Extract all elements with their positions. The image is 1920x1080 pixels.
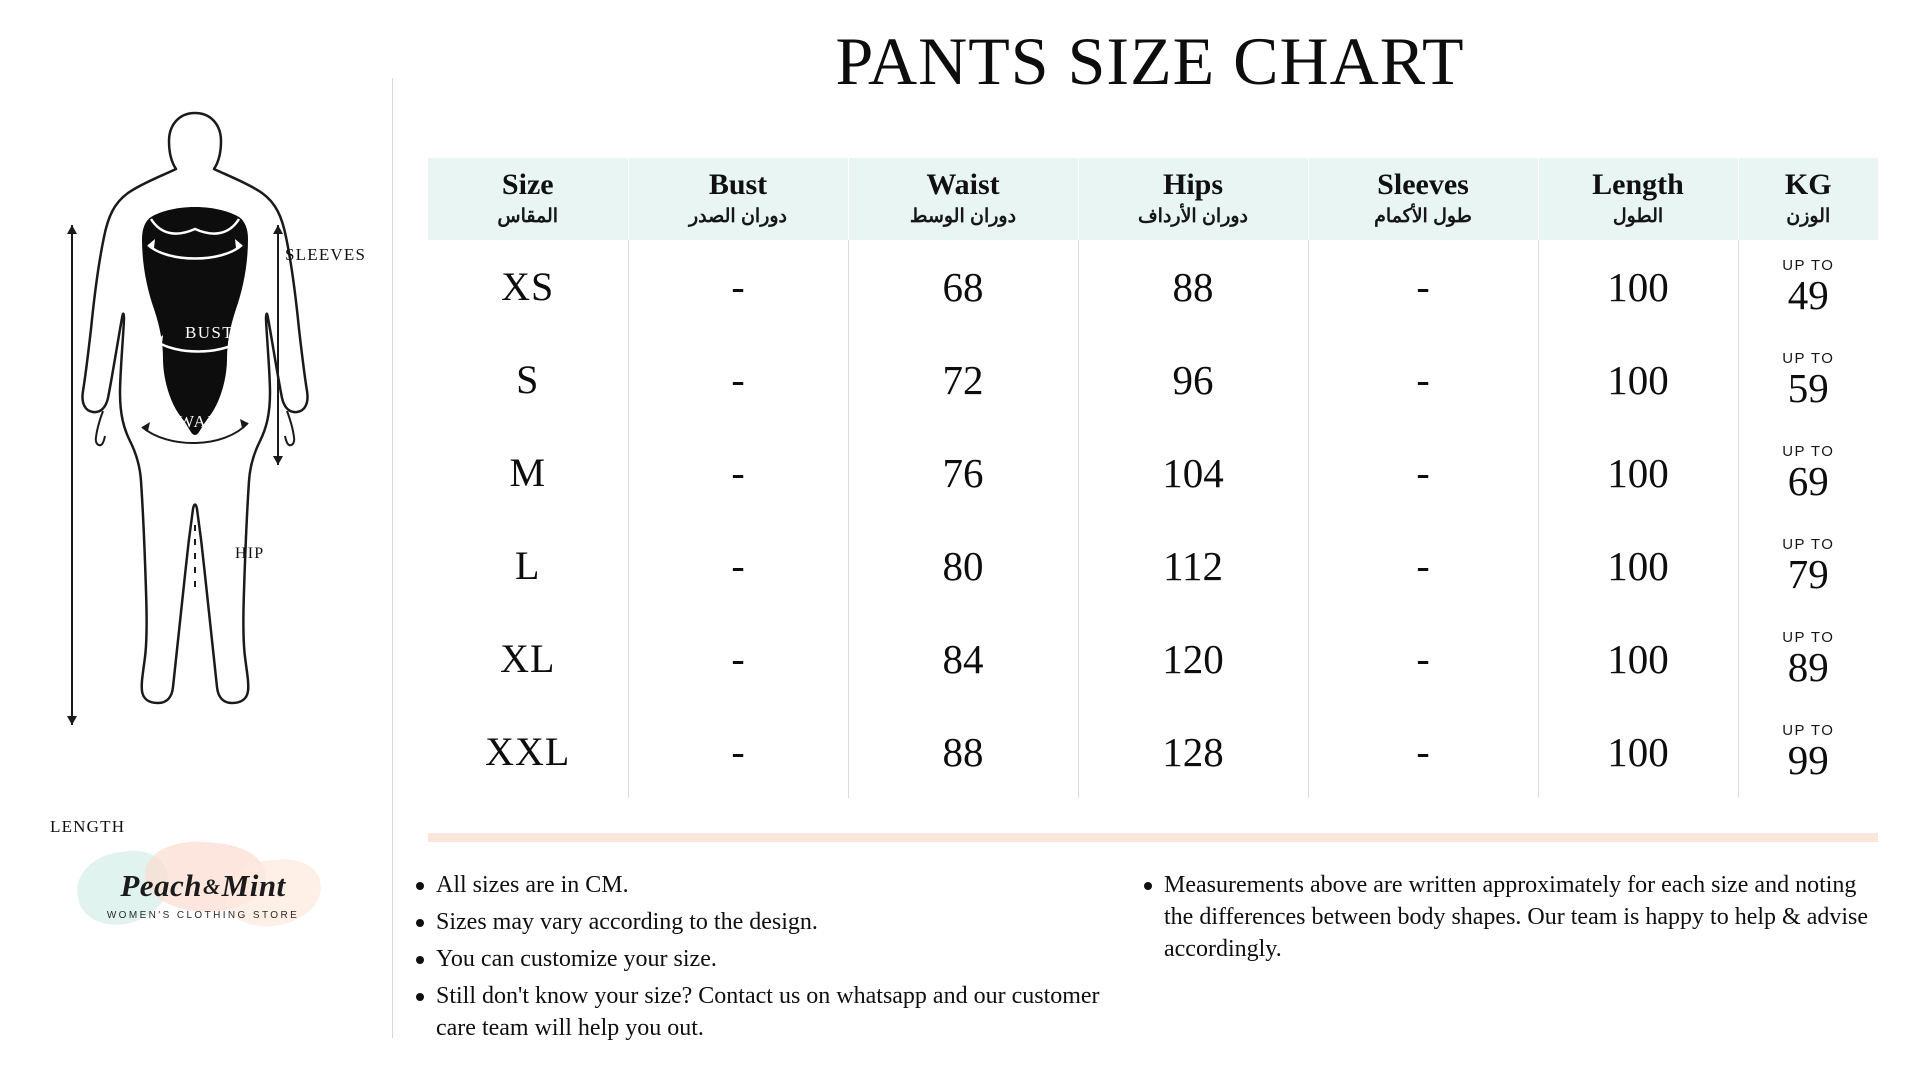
cell-hips: 104 — [1078, 426, 1308, 519]
cell-kg — [1738, 612, 1878, 705]
cell-bust: - — [628, 333, 848, 426]
logo-tagline: WOMEN'S CLOTHING STORE — [106, 910, 300, 921]
vertical-divider — [392, 78, 393, 1038]
cell-waist: 80 — [848, 519, 1078, 612]
kg-value: 59 — [1787, 364, 1829, 411]
cell-length: 100 — [1538, 426, 1738, 519]
header-en-bust: Bust — [708, 168, 768, 201]
body-figure — [30, 105, 367, 836]
column-header-waist — [848, 158, 1078, 240]
column-header-length — [1538, 158, 1738, 240]
kg-value: 69 — [1787, 457, 1829, 504]
note-item: Sizes may vary according to the design. — [412, 907, 1112, 939]
cell-sleeves: - — [1308, 426, 1538, 519]
cell-hips: 88 — [1078, 240, 1308, 333]
header-ar-bust: دوران الصدر — [688, 206, 787, 227]
cell-bust: - — [628, 519, 848, 612]
female-body-illustration — [30, 105, 360, 805]
kg-prefix: UP TO — [1782, 628, 1835, 646]
page-title: PANTS SIZE CHART — [835, 23, 1465, 99]
note-item: All sizes are in CM. — [412, 870, 1112, 902]
cell-kg — [1738, 519, 1878, 612]
cell-length: 100 — [1538, 240, 1738, 333]
cell-waist: 84 — [848, 612, 1078, 705]
column-header-size — [428, 158, 628, 240]
cell-bust: - — [628, 612, 848, 705]
kg-prefix: UP TO — [1782, 535, 1835, 553]
cell-waist: 68 — [848, 240, 1078, 333]
cell-size: S — [428, 333, 628, 426]
header-en-waist: Waist — [926, 168, 1000, 201]
figure-label-hip: HIP — [235, 545, 265, 562]
cell-bust: - — [628, 240, 848, 333]
cell-sleeves: - — [1308, 519, 1538, 612]
header-ar-waist: دوران الوسط — [909, 206, 1017, 227]
cell-waist: 76 — [848, 426, 1078, 519]
kg-prefix: UP TO — [1782, 256, 1835, 274]
notes-right-column — [1140, 870, 1880, 971]
header-en-kg: KG — [1784, 168, 1832, 201]
figure-label-length: LENGTH — [50, 817, 126, 836]
cell-kg — [1738, 333, 1878, 426]
logo-name-peach: Peach — [120, 868, 203, 903]
header-en-size: Size — [501, 168, 554, 201]
cell-size: XXL — [428, 705, 628, 798]
table-row — [428, 240, 1878, 333]
header-ar-kg: الوزن — [1786, 206, 1831, 227]
brand-logo — [75, 838, 325, 953]
cell-length: 100 — [1538, 333, 1738, 426]
column-header-hips — [1078, 158, 1308, 240]
kg-value: 99 — [1787, 736, 1829, 783]
kg-value: 49 — [1787, 271, 1829, 318]
logo-name-mint: Mint — [221, 868, 286, 903]
table-row — [428, 705, 1878, 798]
cell-kg — [1738, 426, 1878, 519]
header-ar-size: المقاس — [497, 206, 559, 227]
table-header — [428, 158, 1878, 240]
cell-size: L — [428, 519, 628, 612]
kg-prefix: UP TO — [1782, 721, 1835, 739]
notes-left-column — [412, 870, 1112, 1050]
kg-value: 79 — [1787, 550, 1829, 597]
figure-label-bust: BUST — [185, 323, 235, 342]
table-row — [428, 612, 1878, 705]
figure-panel — [0, 0, 392, 1080]
cell-hips: 112 — [1078, 519, 1308, 612]
cell-size: XL — [428, 612, 628, 705]
header-en-sleeves: Sleeves — [1377, 168, 1469, 201]
header-en-length: Length — [1592, 168, 1684, 201]
cell-hips: 128 — [1078, 705, 1308, 798]
cell-waist: 88 — [848, 705, 1078, 798]
cell-length: 100 — [1538, 519, 1738, 612]
size-table — [428, 158, 1878, 798]
header-ar-length: الطول — [1612, 206, 1664, 227]
table-row — [428, 333, 1878, 426]
cell-sleeves: - — [1308, 612, 1538, 705]
figure-label-sleeves: SLEEVES — [285, 245, 367, 264]
header-ar-sleeves: طول الأكمام — [1374, 206, 1472, 227]
note-item: Still don't know your size? Contact us on whatsapp and our customer care team will help you out. — [412, 981, 1112, 1045]
peach-divider-bar — [428, 833, 1878, 842]
kg-prefix: UP TO — [1782, 349, 1835, 367]
header-ar-hips: دوران الأرداف — [1137, 206, 1249, 227]
logo-ampersand: & — [203, 874, 221, 899]
cell-bust: - — [628, 705, 848, 798]
note-item: You can customize your size. — [412, 944, 1112, 976]
cell-hips: 120 — [1078, 612, 1308, 705]
cell-length: 100 — [1538, 705, 1738, 798]
table-row — [428, 426, 1878, 519]
kg-value: 89 — [1787, 643, 1829, 690]
cell-bust: - — [628, 426, 848, 519]
cell-waist: 72 — [848, 333, 1078, 426]
cell-size: M — [428, 426, 628, 519]
table-header-row — [428, 158, 1878, 240]
note-item: Measurements above are written approximately for each size and noting the differences between body shapes. Our team is happy to help & advise accordingly. — [1140, 870, 1880, 966]
figure-label-waist: WAIST — [178, 412, 237, 431]
logo-wordmark — [83, 868, 323, 904]
cell-size: XS — [428, 240, 628, 333]
cell-hips: 96 — [1078, 333, 1308, 426]
cell-sleeves: - — [1308, 240, 1538, 333]
cell-sleeves: - — [1308, 705, 1538, 798]
cell-kg — [1738, 240, 1878, 333]
cell-kg — [1738, 705, 1878, 798]
notes-list-right — [1140, 870, 1880, 966]
table-row — [428, 519, 1878, 612]
column-header-bust — [628, 158, 848, 240]
notes-list-left — [412, 870, 1112, 1045]
kg-prefix: UP TO — [1782, 442, 1835, 460]
table-body — [428, 240, 1878, 798]
size-table-wrapper — [428, 158, 1878, 798]
column-header-sleeves — [1308, 158, 1538, 240]
cell-length: 100 — [1538, 612, 1738, 705]
header-en-hips: Hips — [1162, 168, 1224, 201]
column-header-kg — [1738, 158, 1878, 240]
cell-sleeves: - — [1308, 333, 1538, 426]
